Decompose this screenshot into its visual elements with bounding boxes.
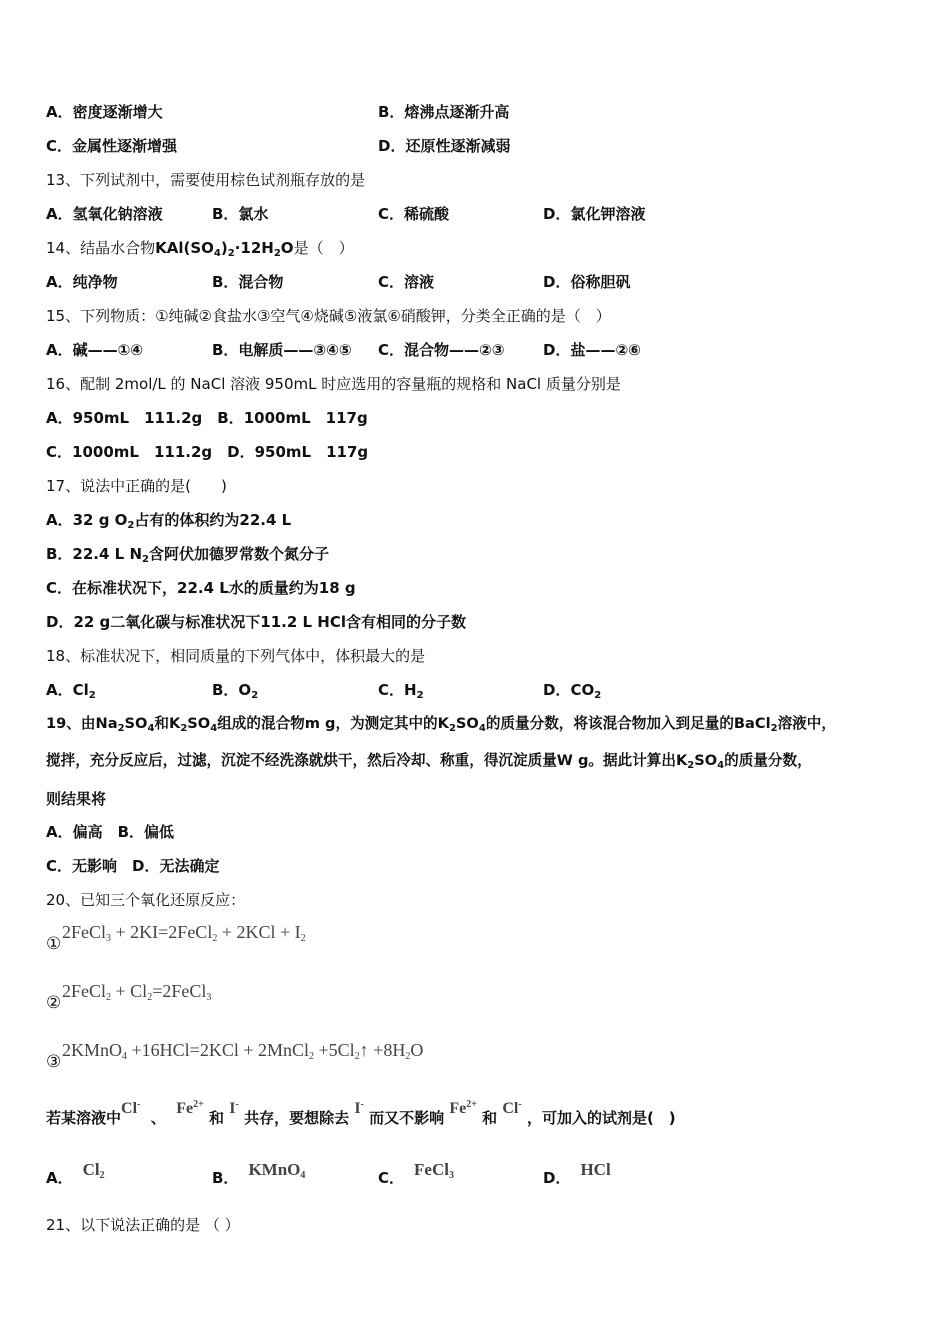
- q15-option-a: A．碱——①④: [46, 341, 144, 359]
- q20-option-c-label: C．: [378, 1169, 405, 1187]
- q16-options-cd: C．1000mL 111.2g D．950mL 117g: [46, 443, 369, 461]
- q18-option-b: B．$O_2$: [212, 681, 259, 701]
- q20-eq2-mark: ②: [46, 993, 62, 1013]
- q16-stem: 16、配制 2mol/L 的 NaCl 溶液 950mL 时应选用的容量瓶的规格和 NaCl 质量分别是: [46, 375, 621, 393]
- q20-option-b-label: B．: [212, 1169, 239, 1187]
- q20-option-c-formula: FeCl$_3$: [414, 1160, 454, 1181]
- q20-option-d-label: D．: [543, 1169, 571, 1187]
- q20-option-d-formula: HCl: [580, 1160, 611, 1179]
- q19-line-2: 搅拌，充分反应后，过滤，沉淀不经洗涤就烘干，然后冷却、称重，得沉淀质量W g。据此计算出$K_2SO_4$的质量分数，: [46, 752, 812, 771]
- q20-equation-3: 2KMnO$_4$ +16HCl=2KCl + 2MnCl$_2$ $+5Cl_2↑ +8H_2O$: [62, 1040, 424, 1062]
- q14-formula: $KAl(SO_4)_2\cdot 12H_2O$: [155, 239, 294, 259]
- q18-option-c: C．$H_2$: [378, 681, 424, 701]
- q13-stem: 13、下列试剂中，需要使用棕色试剂瓶存放的是: [46, 171, 366, 189]
- q20-eq3-mark: ③: [46, 1052, 62, 1072]
- q14-option-d: D．俗称胆矾: [543, 273, 631, 291]
- q18-option-d: D．$CO_2$: [543, 681, 602, 701]
- q19-options-cd: C．无影响 D．无法确定: [46, 857, 220, 875]
- q13-option-d: D．氯化钾溶液: [543, 205, 646, 223]
- q13-option-b: B．氯水: [212, 205, 269, 223]
- ion-ferrous: $Fe^{2+}$: [176, 1099, 204, 1117]
- q14-option-a: A．纯净物: [46, 273, 118, 291]
- q21-stem: 21、以下说法正确的是 （ ）: [46, 1216, 240, 1234]
- q20-option-d: [543, 1160, 611, 1188]
- q20-equation-2: 2FeCl$_2$ + $Cl_2=2FeCl_3$: [62, 981, 212, 1003]
- q15-option-c: C．混合物——②③: [378, 341, 505, 359]
- ion-iodide: I-: [229, 1099, 239, 1117]
- q15-option-b: B．电解质——③④⑤: [212, 341, 352, 359]
- q14-option-c: C．溶液: [378, 273, 435, 291]
- q15-option-d: D．盐——②⑥: [543, 341, 641, 359]
- q14-stem-prefix: 14、结晶水合物: [46, 239, 156, 257]
- q19-line-3: 则结果将: [46, 790, 107, 808]
- q20-condition: 若某溶液中Cl- 、 $Fe^{2+}$ 和 I- 共存，要想除去 I- 而又不影响 $Fe^{2+}$ 和 Cl- ，可加入的试剂是( ): [46, 1099, 676, 1127]
- q15-stem: 15、下列物质：①纯碱②食盐水③空气④烧碱⑤液氯⑥硝酸钾，分类全正确的是（ ）: [46, 307, 611, 325]
- q20-stem: 20、已知三个氧化还原反应：: [46, 891, 246, 909]
- q20-option-a-label: A．: [46, 1169, 73, 1187]
- q14-stem: [46, 238, 354, 258]
- q20-option-a-formula: $Cl_2$: [82, 1160, 105, 1181]
- q20-option-b: [212, 1160, 306, 1188]
- q16-options-ab: A．950mL 111.2g B．1000mL 117g: [46, 409, 368, 427]
- q19-options-ab: A．偏高 B．偏低: [46, 823, 175, 841]
- q13-option-a: A．氢氧化钠溶液: [46, 205, 163, 223]
- q20-equation-1: 2FeCl$_3$ + 2KI=2FeCl$_2$ + $2KCl + I_2$: [62, 922, 306, 944]
- q17-stem: 17、说法中正确的是( ): [46, 477, 227, 495]
- q17-option-c: C．在标准状况下，22.4 L水的质量约为18 g: [46, 579, 356, 597]
- ion-iodide-2: I-: [354, 1099, 364, 1117]
- q20-option-b-formula: KMnO$_4$: [248, 1160, 306, 1181]
- ion-chloride: Cl-: [121, 1099, 141, 1117]
- q20-option-c: [378, 1160, 454, 1188]
- q12-option-d: D．还原性逐渐减弱: [378, 137, 511, 155]
- q20-eq1-mark: ①: [46, 934, 62, 954]
- q14-stem-suffix: 是（ ）: [293, 239, 354, 257]
- q12-option-a: A．密度逐渐增大: [46, 103, 163, 121]
- q18-stem: 18、标准状况下，相同质量的下列气体中，体积最大的是: [46, 647, 426, 665]
- q18-option-a: A．$Cl_2$: [46, 681, 96, 701]
- q13-option-c: C．稀硫酸: [378, 205, 450, 223]
- q12-option-b: B．熔沸点逐渐升高: [378, 103, 510, 121]
- q17-option-b: B．22.4 L $N_2$含阿伏加德罗常数个氮分子: [46, 545, 329, 565]
- q14-option-b: B．混合物: [212, 273, 284, 291]
- q19-line-1: 19、由$Na_2SO_4$和$K_2SO_4$组成的混合物m g，为测定其中的$K_2SO_4$的质量分数，将该混合物加入到足量的BaCl$_2$溶液中，: [46, 715, 836, 734]
- q17-option-a: A．32 g $O_2$占有的体积约为22.4 L: [46, 511, 292, 531]
- q17-option-d: D．22 g二氧化碳与标准状况下11.2 L HCl含有相同的分子数: [46, 613, 467, 631]
- ion-chloride-2: Cl-: [502, 1099, 522, 1117]
- ion-ferrous-2: $Fe^{2+}$: [449, 1099, 477, 1117]
- q12-option-c: C．金属性逐渐增强: [46, 137, 178, 155]
- q20-option-a: [46, 1160, 105, 1188]
